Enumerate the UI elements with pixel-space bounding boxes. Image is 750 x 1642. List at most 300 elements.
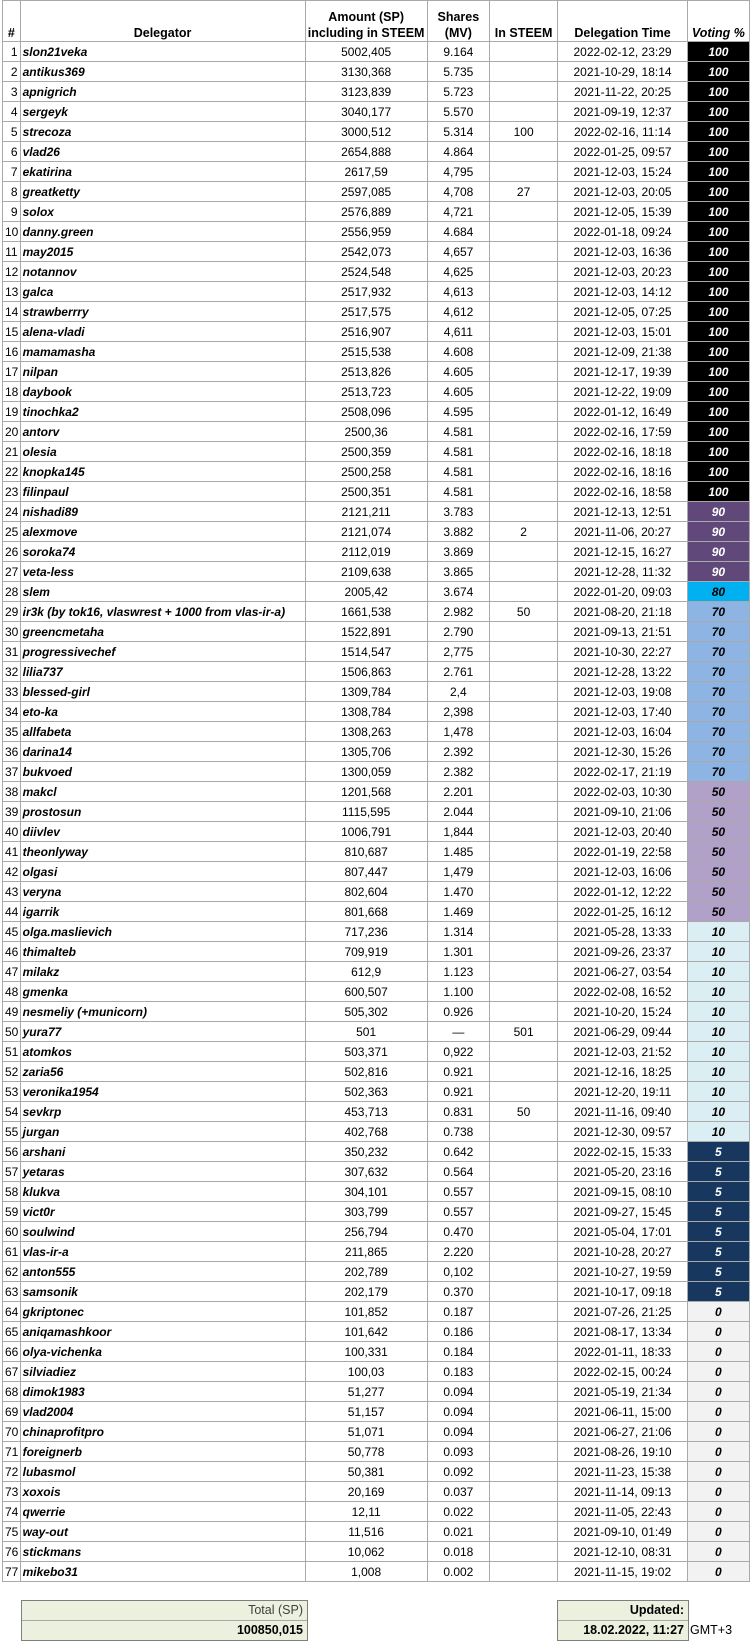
- voting-percent: 0: [687, 1402, 749, 1422]
- delegation-time: 2021-11-22, 20:25: [558, 82, 688, 102]
- voting-percent: 70: [687, 622, 749, 642]
- shares-mv: 1,479: [427, 862, 489, 882]
- table-row: [3, 802, 750, 822]
- voting-percent: 10: [687, 942, 749, 962]
- row-number: 48: [3, 982, 21, 1002]
- in-steem: [489, 282, 557, 302]
- amount-sp: 2500,351: [305, 482, 427, 502]
- voting-percent: 100: [687, 322, 749, 342]
- voting-percent: 100: [687, 422, 749, 442]
- row-number: 13: [3, 282, 21, 302]
- table-row: [3, 1162, 750, 1182]
- row-number: 51: [3, 1042, 21, 1062]
- amount-sp: 1006,791: [305, 822, 427, 842]
- shares-mv: 1.100: [427, 982, 489, 1002]
- delegator-name: nishadi89: [20, 502, 305, 522]
- in-steem: [489, 682, 557, 702]
- delegator-name: diivlev: [20, 822, 305, 842]
- row-number: 50: [3, 1022, 21, 1042]
- amount-sp: 600,507: [305, 982, 427, 1002]
- shares-mv: 0,102: [427, 1262, 489, 1282]
- voting-percent: 50: [687, 882, 749, 902]
- row-number: 75: [3, 1522, 21, 1542]
- delegation-time: 2021-12-16, 18:25: [558, 1062, 688, 1082]
- row-number: 32: [3, 662, 21, 682]
- delegator-name: qwerrie: [20, 1502, 305, 1522]
- in-steem: [489, 1162, 557, 1182]
- amount-sp: 50,778: [305, 1442, 427, 1462]
- voting-percent: 100: [687, 282, 749, 302]
- voting-percent: 0: [687, 1502, 749, 1522]
- in-steem: [489, 1282, 557, 1302]
- delegation-time: 2021-12-03, 15:24: [558, 162, 688, 182]
- in-steem: [489, 1482, 557, 1502]
- row-number: 20: [3, 422, 21, 442]
- in-steem: [489, 1082, 557, 1102]
- amount-sp: 101,852: [305, 1302, 427, 1322]
- in-steem: [489, 1322, 557, 1342]
- shares-mv: 2.392: [427, 742, 489, 762]
- table-row: [3, 1402, 750, 1422]
- row-number: 41: [3, 842, 21, 862]
- delegator-name: olgasi: [20, 862, 305, 882]
- in-steem: [489, 1042, 557, 1062]
- amount-sp: 3130,368: [305, 62, 427, 82]
- delegation-time: 2021-05-04, 17:01: [558, 1222, 688, 1242]
- amount-sp: 453,713: [305, 1102, 427, 1122]
- in-steem: [489, 242, 557, 262]
- delegator-name: greencmetaha: [20, 622, 305, 642]
- delegation-time: 2021-12-17, 19:39: [558, 362, 688, 382]
- row-number: 19: [3, 402, 21, 422]
- amount-sp: 2556,959: [305, 222, 427, 242]
- row-number: 61: [3, 1242, 21, 1262]
- voting-percent: 50: [687, 862, 749, 882]
- in-steem: [489, 302, 557, 322]
- delegator-name: danny.green: [20, 222, 305, 242]
- shares-mv: 1.314: [427, 922, 489, 942]
- row-number: 30: [3, 622, 21, 642]
- amount-sp: 100,331: [305, 1342, 427, 1362]
- shares-mv: 1,844: [427, 822, 489, 842]
- in-steem: [489, 262, 557, 282]
- header-delegation-time: Delegation Time: [558, 1, 688, 42]
- shares-mv: 4.595: [427, 402, 489, 422]
- shares-mv: 5.570: [427, 102, 489, 122]
- delegator-name: blessed-girl: [20, 682, 305, 702]
- in-steem: 100: [489, 122, 557, 142]
- table-row: [3, 1302, 750, 1322]
- delegation-time: 2021-12-05, 15:39: [558, 202, 688, 222]
- table-row: [3, 882, 750, 902]
- table-row: [3, 162, 750, 182]
- in-steem: [489, 622, 557, 642]
- shares-mv: 0.094: [427, 1422, 489, 1442]
- in-steem: [489, 42, 557, 62]
- delegator-name: foreignerb: [20, 1442, 305, 1462]
- in-steem: [489, 1002, 557, 1022]
- amount-sp: 3000,512: [305, 122, 427, 142]
- amount-sp: 612,9: [305, 962, 427, 982]
- table-row: [3, 402, 750, 422]
- table-row: [3, 762, 750, 782]
- voting-percent: 10: [687, 982, 749, 1002]
- table-row: [3, 442, 750, 462]
- voting-percent: 10: [687, 962, 749, 982]
- shares-mv: 4.864: [427, 142, 489, 162]
- delegator-name: bukvoed: [20, 762, 305, 782]
- voting-percent: 0: [687, 1442, 749, 1462]
- delegation-time: 2021-05-28, 13:33: [558, 922, 688, 942]
- table-row: [3, 942, 750, 962]
- voting-percent: 50: [687, 822, 749, 842]
- amount-sp: 2112,019: [305, 542, 427, 562]
- row-number: 6: [3, 142, 21, 162]
- shares-mv: 3.674: [427, 582, 489, 602]
- voting-percent: 0: [687, 1302, 749, 1322]
- amount-sp: 1661,538: [305, 602, 427, 622]
- row-number: 10: [3, 222, 21, 242]
- delegator-name: olya-vichenka: [20, 1342, 305, 1362]
- table-row: [3, 602, 750, 622]
- row-number: 38: [3, 782, 21, 802]
- voting-percent: 100: [687, 242, 749, 262]
- amount-sp: 1,008: [305, 1562, 427, 1582]
- shares-mv: 5.723: [427, 82, 489, 102]
- delegation-time: 2021-11-14, 09:13: [558, 1482, 688, 1502]
- table-row: [3, 282, 750, 302]
- table-row: [3, 642, 750, 662]
- amount-sp: 2654,888: [305, 142, 427, 162]
- table-row: [3, 822, 750, 842]
- in-steem: [489, 462, 557, 482]
- delegator-name: slon21veka: [20, 42, 305, 62]
- row-number: 60: [3, 1222, 21, 1242]
- shares-mv: 0.002: [427, 1562, 489, 1582]
- table-row: [3, 1262, 750, 1282]
- in-steem: [489, 1382, 557, 1402]
- delegation-time: 2021-06-11, 15:00: [558, 1402, 688, 1422]
- shares-mv: 0.921: [427, 1062, 489, 1082]
- in-steem: [489, 742, 557, 762]
- delegator-name: way-out: [20, 1522, 305, 1542]
- table-row: [3, 42, 750, 62]
- voting-percent: 80: [687, 582, 749, 602]
- table-row: [3, 82, 750, 102]
- shares-mv: 0.018: [427, 1542, 489, 1562]
- delegator-name: zaria56: [20, 1062, 305, 1082]
- delegation-time: 2022-02-12, 23:29: [558, 42, 688, 62]
- in-steem: [489, 162, 557, 182]
- table-row: [3, 1542, 750, 1562]
- row-number: 55: [3, 1122, 21, 1142]
- delegator-name: darina14: [20, 742, 305, 762]
- shares-mv: 2,398: [427, 702, 489, 722]
- row-number: 18: [3, 382, 21, 402]
- voting-percent: 100: [687, 262, 749, 282]
- in-steem: [489, 102, 557, 122]
- row-number: 28: [3, 582, 21, 602]
- shares-mv: 4,613: [427, 282, 489, 302]
- in-steem: [489, 702, 557, 722]
- delegator-name: allfabeta: [20, 722, 305, 742]
- in-steem: [489, 1422, 557, 1442]
- voting-percent: 100: [687, 62, 749, 82]
- in-steem: [489, 362, 557, 382]
- voting-percent: 100: [687, 202, 749, 222]
- delegation-time: 2021-09-27, 15:45: [558, 1202, 688, 1222]
- delegation-time: 2022-02-15, 15:33: [558, 1142, 688, 1162]
- amount-sp: 502,816: [305, 1062, 427, 1082]
- delegation-time: 2021-05-19, 21:34: [558, 1382, 688, 1402]
- table-row: [3, 262, 750, 282]
- row-number: 54: [3, 1102, 21, 1122]
- delegation-time: 2021-11-16, 09:40: [558, 1102, 688, 1122]
- row-number: 39: [3, 802, 21, 822]
- delegation-time: 2021-12-15, 16:27: [558, 542, 688, 562]
- delegation-time: 2021-10-17, 09:18: [558, 1282, 688, 1302]
- table-row: [3, 1022, 750, 1042]
- row-number: 14: [3, 302, 21, 322]
- row-number: 16: [3, 342, 21, 362]
- shares-mv: 0.094: [427, 1402, 489, 1422]
- amount-sp: 350,232: [305, 1142, 427, 1162]
- voting-percent: 0: [687, 1342, 749, 1362]
- delegator-name: anton555: [20, 1262, 305, 1282]
- delegation-time: 2022-02-16, 17:59: [558, 422, 688, 442]
- delegation-time: 2021-12-03, 19:08: [558, 682, 688, 702]
- delegation-time: 2021-12-09, 21:38: [558, 342, 688, 362]
- delegator-name: knopka145: [20, 462, 305, 482]
- timezone-label: GMT+3: [690, 1623, 733, 1637]
- delegator-name: ekatirina: [20, 162, 305, 182]
- table-row: [3, 182, 750, 202]
- voting-percent: 5: [687, 1182, 749, 1202]
- table-body: [3, 42, 750, 1582]
- amount-sp: 505,302: [305, 1002, 427, 1022]
- in-steem: 501: [489, 1022, 557, 1042]
- voting-percent: 0: [687, 1482, 749, 1502]
- voting-percent: 90: [687, 542, 749, 562]
- delegator-name: tinochka2: [20, 402, 305, 422]
- voting-percent: 5: [687, 1162, 749, 1182]
- row-number: 11: [3, 242, 21, 262]
- delegator-name: makcl: [20, 782, 305, 802]
- row-number: 56: [3, 1142, 21, 1162]
- table-row: [3, 322, 750, 342]
- delegation-time: 2021-06-27, 03:54: [558, 962, 688, 982]
- row-number: 2: [3, 62, 21, 82]
- amount-sp: 51,157: [305, 1402, 427, 1422]
- shares-mv: 0.926: [427, 1002, 489, 1022]
- table-row: [3, 1102, 750, 1122]
- voting-percent: 100: [687, 42, 749, 62]
- sheet-footer: [2, 1598, 750, 1642]
- row-number: 64: [3, 1302, 21, 1322]
- voting-percent: 100: [687, 362, 749, 382]
- in-steem: [489, 802, 557, 822]
- shares-mv: 0.186: [427, 1322, 489, 1342]
- updated-box: [557, 1600, 689, 1641]
- table-row: [3, 722, 750, 742]
- voting-percent: 70: [687, 662, 749, 682]
- voting-percent: 100: [687, 482, 749, 502]
- voting-percent: 100: [687, 342, 749, 362]
- row-number: 44: [3, 902, 21, 922]
- table-row: [3, 1382, 750, 1402]
- voting-percent: 90: [687, 502, 749, 522]
- table-row: [3, 422, 750, 442]
- voting-percent: 100: [687, 122, 749, 142]
- delegation-time: 2021-08-20, 21:18: [558, 602, 688, 622]
- delegator-name: soroka74: [20, 542, 305, 562]
- delegator-name: alena-vladi: [20, 322, 305, 342]
- row-number: 34: [3, 702, 21, 722]
- voting-percent: 10: [687, 1122, 749, 1142]
- voting-percent: 10: [687, 922, 749, 942]
- shares-mv: 0.557: [427, 1202, 489, 1222]
- delegator-name: xoxois: [20, 1482, 305, 1502]
- in-steem: [489, 562, 557, 582]
- delegation-time: 2022-01-11, 18:33: [558, 1342, 688, 1362]
- delegator-name: silviadiez: [20, 1362, 305, 1382]
- delegation-time: 2021-10-28, 20:27: [558, 1242, 688, 1262]
- voting-percent: 0: [687, 1522, 749, 1542]
- shares-mv: 4.581: [427, 422, 489, 442]
- delegation-time: 2021-06-27, 21:06: [558, 1422, 688, 1442]
- amount-sp: 12,11: [305, 1502, 427, 1522]
- shares-mv: 4.605: [427, 362, 489, 382]
- in-steem: [489, 1402, 557, 1422]
- voting-percent: 5: [687, 1202, 749, 1222]
- amount-sp: 801,668: [305, 902, 427, 922]
- row-number: 63: [3, 1282, 21, 1302]
- delegation-time: 2021-11-15, 19:02: [558, 1562, 688, 1582]
- amount-sp: 2500,36: [305, 422, 427, 442]
- header-num: #: [3, 1, 21, 42]
- delegation-time: 2021-12-03, 20:40: [558, 822, 688, 842]
- voting-percent: 90: [687, 562, 749, 582]
- shares-mv: 1.470: [427, 882, 489, 902]
- shares-mv: 2,4: [427, 682, 489, 702]
- in-steem: [489, 862, 557, 882]
- header-shares: Shares (MV): [427, 1, 489, 42]
- amount-sp: 2005,42: [305, 582, 427, 602]
- table-row: [3, 1422, 750, 1442]
- table-row: [3, 1182, 750, 1202]
- table-row: [3, 102, 750, 122]
- shares-mv: 4.605: [427, 382, 489, 402]
- delegation-time: 2021-12-03, 20:05: [558, 182, 688, 202]
- in-steem: [489, 902, 557, 922]
- delegator-name: gmenka: [20, 982, 305, 1002]
- row-number: 67: [3, 1362, 21, 1382]
- delegation-time: 2022-02-15, 00:24: [558, 1362, 688, 1382]
- table-row: [3, 862, 750, 882]
- shares-mv: 0.557: [427, 1182, 489, 1202]
- delegator-name: vlas-ir-a: [20, 1242, 305, 1262]
- shares-mv: 4.581: [427, 462, 489, 482]
- in-steem: [489, 1542, 557, 1562]
- header-amount: Amount (SP) including in STEEM: [305, 1, 427, 42]
- amount-sp: 2617,59: [305, 162, 427, 182]
- table-row: [3, 1122, 750, 1142]
- delegation-time: 2022-02-16, 18:16: [558, 462, 688, 482]
- delegation-time: 2021-12-03, 20:23: [558, 262, 688, 282]
- row-number: 15: [3, 322, 21, 342]
- row-number: 12: [3, 262, 21, 282]
- shares-mv: 0.187: [427, 1302, 489, 1322]
- in-steem: [489, 1442, 557, 1462]
- delegator-name: slem: [20, 582, 305, 602]
- delegation-time: 2022-01-18, 09:24: [558, 222, 688, 242]
- amount-sp: 1115,595: [305, 802, 427, 822]
- in-steem: [489, 1262, 557, 1282]
- in-steem: [489, 1062, 557, 1082]
- row-number: 5: [3, 122, 21, 142]
- in-steem: [489, 582, 557, 602]
- voting-percent: 50: [687, 782, 749, 802]
- delegator-name: yetaras: [20, 1162, 305, 1182]
- amount-sp: 2517,575: [305, 302, 427, 322]
- delegator-name: yura77: [20, 1022, 305, 1042]
- delegation-time: 2021-12-13, 12:51: [558, 502, 688, 522]
- voting-percent: 50: [687, 902, 749, 922]
- delegator-name: filinpaul: [20, 482, 305, 502]
- delegator-name: strecoza: [20, 122, 305, 142]
- voting-percent: 100: [687, 442, 749, 462]
- row-number: 24: [3, 502, 21, 522]
- table-row: [3, 342, 750, 362]
- amount-sp: 2508,096: [305, 402, 427, 422]
- row-number: 71: [3, 1442, 21, 1462]
- delegator-name: gkriptonec: [20, 1302, 305, 1322]
- amount-sp: 1305,706: [305, 742, 427, 762]
- voting-percent: 100: [687, 302, 749, 322]
- delegator-name: dimok1983: [20, 1382, 305, 1402]
- header-voting-percent: Voting %: [687, 1, 749, 42]
- delegator-name: igarrik: [20, 902, 305, 922]
- in-steem: [489, 1342, 557, 1362]
- delegation-time: 2021-12-03, 14:12: [558, 282, 688, 302]
- row-number: 46: [3, 942, 21, 962]
- in-steem: [489, 762, 557, 782]
- table-row: [3, 1042, 750, 1062]
- table-row: [3, 1242, 750, 1262]
- row-number: 58: [3, 1182, 21, 1202]
- shares-mv: —: [427, 1022, 489, 1042]
- delegator-name: samsonik: [20, 1282, 305, 1302]
- voting-percent: 50: [687, 802, 749, 822]
- shares-mv: 5.314: [427, 122, 489, 142]
- table-row: [3, 122, 750, 142]
- row-number: 52: [3, 1062, 21, 1082]
- amount-sp: 2576,889: [305, 202, 427, 222]
- shares-mv: 4,795: [427, 162, 489, 182]
- delegator-name: aniqamashkoor: [20, 1322, 305, 1342]
- in-steem: [489, 1242, 557, 1262]
- row-number: 23: [3, 482, 21, 502]
- amount-sp: 5002,405: [305, 42, 427, 62]
- amount-sp: 304,101: [305, 1182, 427, 1202]
- amount-sp: 810,687: [305, 842, 427, 862]
- delegation-time: 2021-12-05, 07:25: [558, 302, 688, 322]
- voting-percent: 0: [687, 1382, 749, 1402]
- row-number: 72: [3, 1462, 21, 1482]
- in-steem: [489, 482, 557, 502]
- delegator-name: sevkrp: [20, 1102, 305, 1122]
- shares-mv: 2.790: [427, 622, 489, 642]
